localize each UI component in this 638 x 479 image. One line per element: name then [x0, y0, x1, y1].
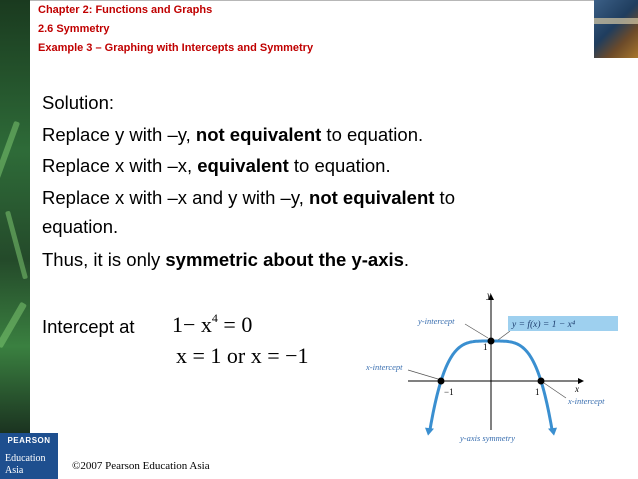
intercept-equation-2: x = 1 or x = −1 [176, 343, 309, 368]
solution-line-3-cont: equation. [42, 216, 119, 237]
decor-streak [0, 121, 20, 179]
intercept-equation-1: $1- x^4 = 0$ [172, 311, 253, 337]
x-intercept-label-right: x-intercept [568, 396, 605, 406]
tick-label-y-1: 1 [483, 342, 488, 352]
leader-line-function [498, 331, 510, 340]
example-title: Example 3 – Graphing with Intercepts and Symmetry [38, 42, 314, 54]
solution-line-2: Replace x with –x, equivalent to equation. [42, 155, 391, 176]
x-intercept-point-left [438, 378, 445, 385]
header-divider [30, 0, 638, 1]
solution-line-1: Replace y with –y, not equivalent to equation. [42, 124, 424, 145]
intercept-label: Intercept at [42, 316, 135, 337]
symmetry-caption: y-axis symmetry [460, 433, 515, 443]
pearson-logo [0, 433, 58, 479]
copyright-footer: ©2007 Pearson Education Asia [72, 460, 210, 472]
chapter-title: Chapter 2: Functions and Graphs [38, 4, 213, 16]
book-cover-image [594, 0, 638, 58]
leader-line-x-intercept-left [408, 370, 438, 379]
function-label: y = f(x) = 1 − x⁴ [512, 320, 576, 330]
x-intercept-point-right [538, 378, 545, 385]
decorative-side-bar [0, 0, 30, 433]
tick-label-x-1: 1 [535, 387, 540, 397]
y-intercept-label: y-intercept [418, 316, 455, 326]
leader-line-x-intercept-right [544, 383, 566, 398]
tick-label-x-neg1: −1 [444, 387, 454, 397]
curve-arrow-right [548, 428, 557, 436]
pearson-asia-text: Asia [5, 465, 24, 476]
pearson-wordmark: PEARSON [7, 436, 51, 445]
function-graph [360, 288, 630, 448]
x-intercept-label-left: x-intercept [366, 362, 403, 372]
y-axis-label: y [487, 290, 491, 300]
y-intercept-point [488, 338, 495, 345]
decor-streak [0, 302, 27, 349]
solution-line-3: Replace x with –x and y with –y, not equivalent to [42, 187, 455, 208]
x-axis-label: x [575, 384, 579, 394]
pearson-education-text: Education [5, 453, 46, 464]
solution-conclusion: Thus, it is only symmetric about the y-axis. [42, 249, 410, 270]
decor-streak [5, 211, 28, 280]
leader-line-y-intercept [465, 324, 488, 338]
solution-heading: Solution: [42, 92, 114, 113]
section-title: 2.6 Symmetry [38, 23, 110, 35]
curve-arrow-left [425, 428, 434, 436]
